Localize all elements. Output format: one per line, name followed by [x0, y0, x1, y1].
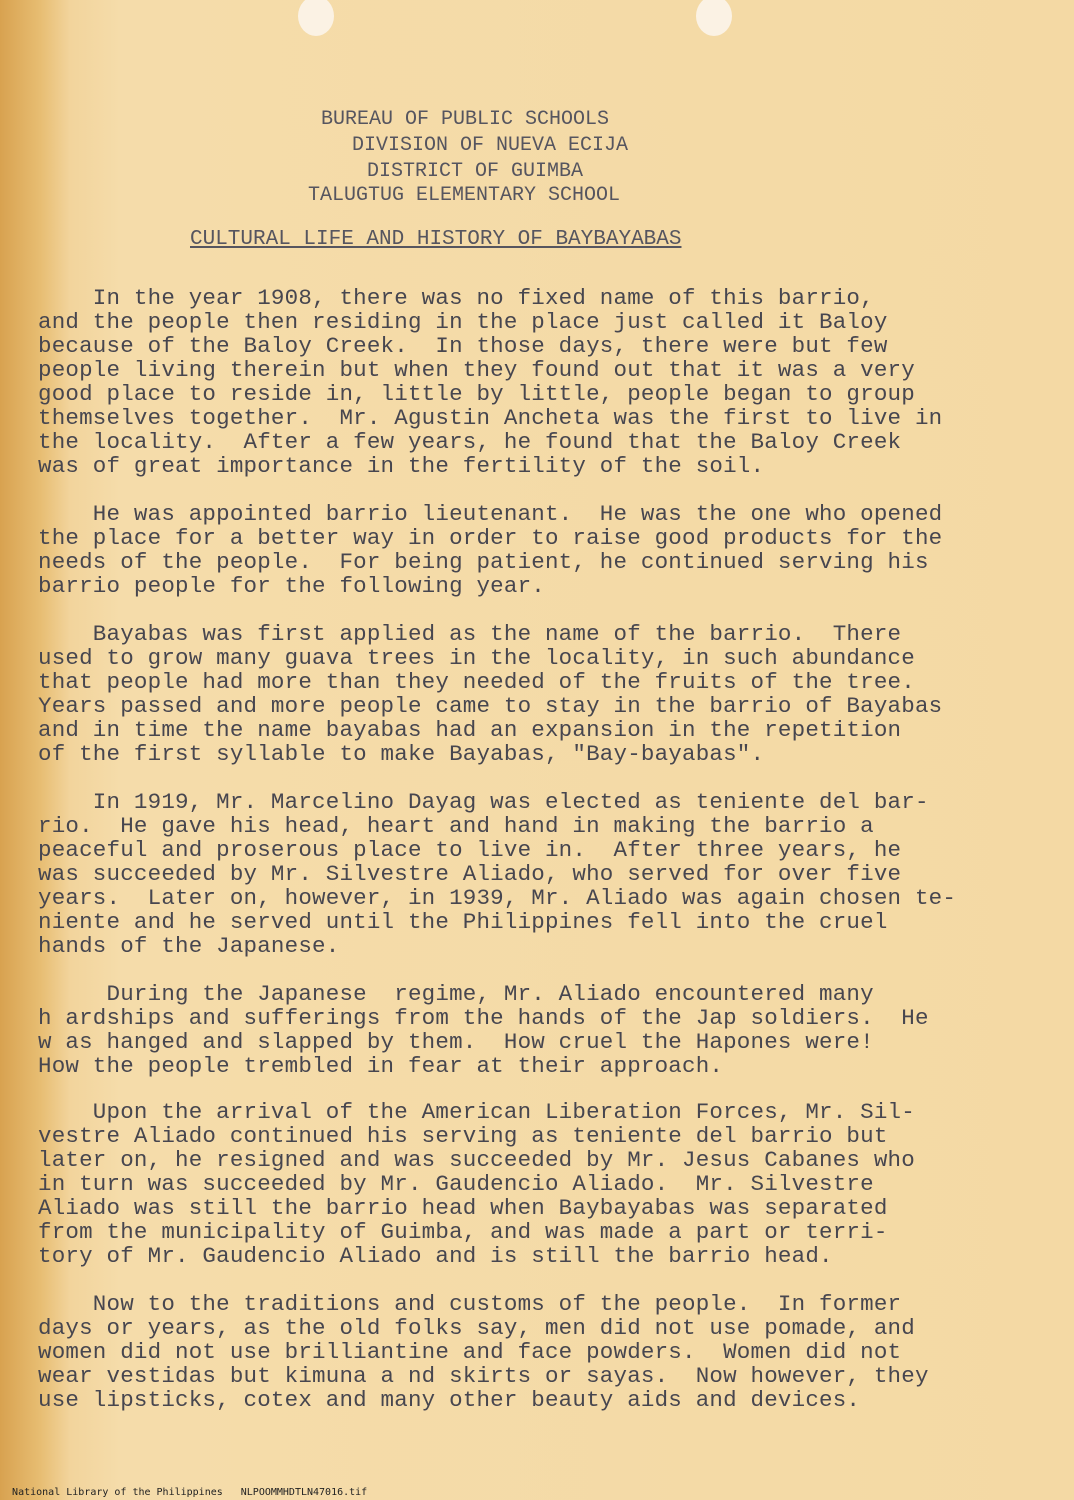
scan-footer	[0, 1476, 385, 1498]
punch-hole-left	[298, 0, 334, 36]
paragraph-4: In 1919, Mr. Marcelino Dayag was elected as teniente del bar- rio. He gave his head, heart and hand in making the barrio a peaceful and proserous place to live in. After three years, he was succeeded by Mr. Silvestre Aliado, who served for over five years. Later on, however, in 1939, Mr. Aliado was again chosen te- niente and he served until the Philippines fell into the cruel hands of the Japanese.	[38, 789, 957, 959]
footer-library: National Library of the Philippines	[12, 1487, 223, 1498]
header-division: DIVISION OF NUEVA ECIJA	[352, 134, 629, 157]
paragraph-7: Now to the traditions and customs of the people. In former days or years, as the old folks say, men did not use pomade, and women did not use brilliantine and face powders. Women did not wear vestidas but kimuna a nd skirts or sayas. Now however, they use lipsticks, cotex and many other beauty aids and devices.	[38, 1291, 929, 1413]
document-title: CULTURAL LIFE AND HISTORY OF BAYBAYABAS	[190, 228, 682, 251]
header-school: TALUGTUG ELEMENTARY SCHOOL	[308, 184, 621, 207]
paragraph-2: He was appointed barrio lieutenant. He was the one who opened the place for a better way in order to raise good products for the needs of the people. For being patient, he continued serving his barrio people for the following year.	[38, 501, 943, 599]
header-district: DISTRICT OF GUIMBA	[367, 160, 584, 183]
header-bureau: BUREAU OF PUBLIC SCHOOLS	[321, 108, 610, 131]
paragraph-5: During the Japanese regime, Mr. Aliado encountered many h ardships and sufferings from the hands of the Jap soldiers. He w as hanged and slapped by them. How cruel the Hapones were! How the people trembled in fear at their approach.	[38, 981, 929, 1079]
footer-filename: NLPOOMMHDTLN47016.tif	[240, 1487, 368, 1498]
paragraph-1: In the year 1908, there was no fixed name of this barrio, and the people then residing in the place just called it Baloy because of the Baloy Creek. In those days, there were but few people living therein but when they found out that it was a very good place to reside in, little by little, people began to group themselves together. Mr. Agustin Ancheta was the first to live in the locality. After a few years, he found that the Baloy Creek was of great importance in the fertility of the soil.	[38, 285, 943, 479]
paragraph-6: Upon the arrival of the American Liberation Forces, Mr. Sil- vestre Aliado continued his serving as teniente del barrio but later on, he resigned and was succeeded by Mr. Jesus Cabanes who in turn was succeeded by Mr. Gaudencio Aliado. Mr. Silvestre Aliado was still the barrio head when Baybayabas was separated from the municipality of Guimba, and was made a part or terri- tory of Mr. Gaudencio Aliado and is still the barrio head.	[38, 1099, 915, 1269]
punch-hole-right	[696, 0, 732, 36]
paragraph-3: Bayabas was first applied as the name of the barrio. There used to grow many guava trees in the locality, in such abundance that people had more than they needed of the fruits of the tree. Years passed and more people came to stay in the barrio of Bayabas and in time the name bayabas had an expansion in the repetition of the first syllable to make Bayabas, "Bay-bayabas".	[38, 621, 943, 767]
